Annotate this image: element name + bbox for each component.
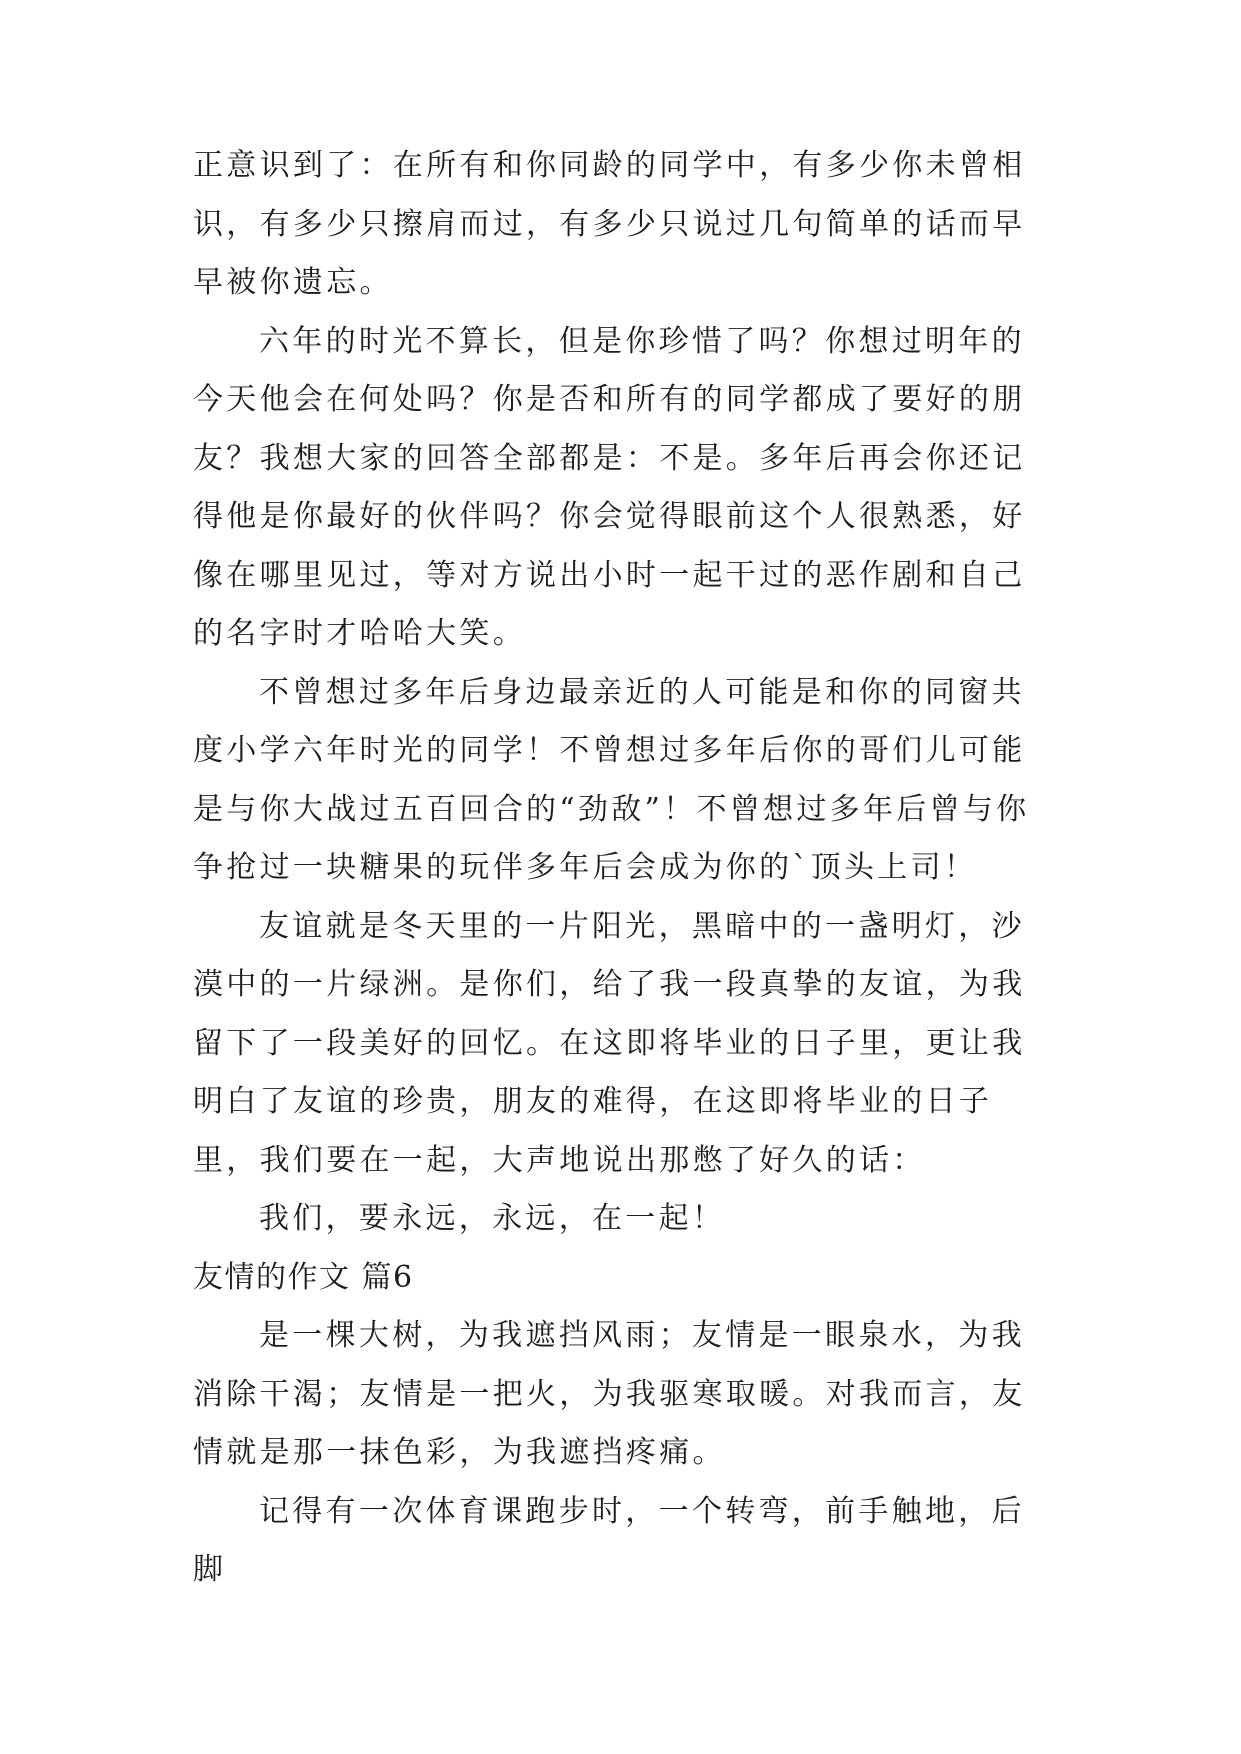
paragraph-1: 正意识到了：在所有和你同龄的同学中，有多少你未曾相识，有多少只擦肩而过，有多少只说过几句简单的话而早早被你遗忘。 <box>193 148 1026 300</box>
document-body <box>193 137 1053 1600</box>
paragraph-3: 不曾想过多年后身边最亲近的人可能是和你的同窗共度小学六年时光的同学！不曾想过多年后你的哥们儿可能是与你大战过五百回合的“劲敌”！不曾想过多年后曾与你争抢过一块糖果的玩伴多年后会成为你的`顶头上司！ <box>193 674 1030 885</box>
paragraph-5: 我们，要永远，永远，在一起！ <box>259 1201 726 1236</box>
section-heading: 友情的作文 篇6 <box>193 1259 414 1295</box>
paragraph-2: 六年的时光不算长，但是你珍惜了吗？你想过明年的今天他会在何处吗？你是否和所有的同学都成了要好的朋友？我想大家的回答全部都是：不是。多年后再会你还记得他是你最好的伙伴吗？你会觉得眼前这个人很熟悉，好像在哪里见过，等对方说出小时一起干过的恶作剧和自己的名字时才哈哈大笑。 <box>193 323 1026 651</box>
paragraph-6: 是一棵大树，为我遮挡风雨；友情是一眼泉水，为我消除干渴；友情是一把火，为我驱寒取暖。对我而言，友情就是那一抹色彩，为我遮挡疼痛。 <box>193 1318 1026 1470</box>
paragraph-7: 记得有一次体育课跑步时，一个转弯，前手触地，后脚 <box>193 1493 1025 1587</box>
paragraph-4: 友谊就是冬天里的一片阳光，黑暗中的一盏明灯，沙漠中的一片绿洲。是你们，给了我一段真挚的友谊，为我留下了一段美好的回忆。在这即将毕业的日子里，更让我明白了友谊的珍贵，朋友的难得，在这即将毕业的日子里，我们要在一起，大声地说出那憋了好久的话： <box>193 908 1026 1178</box>
